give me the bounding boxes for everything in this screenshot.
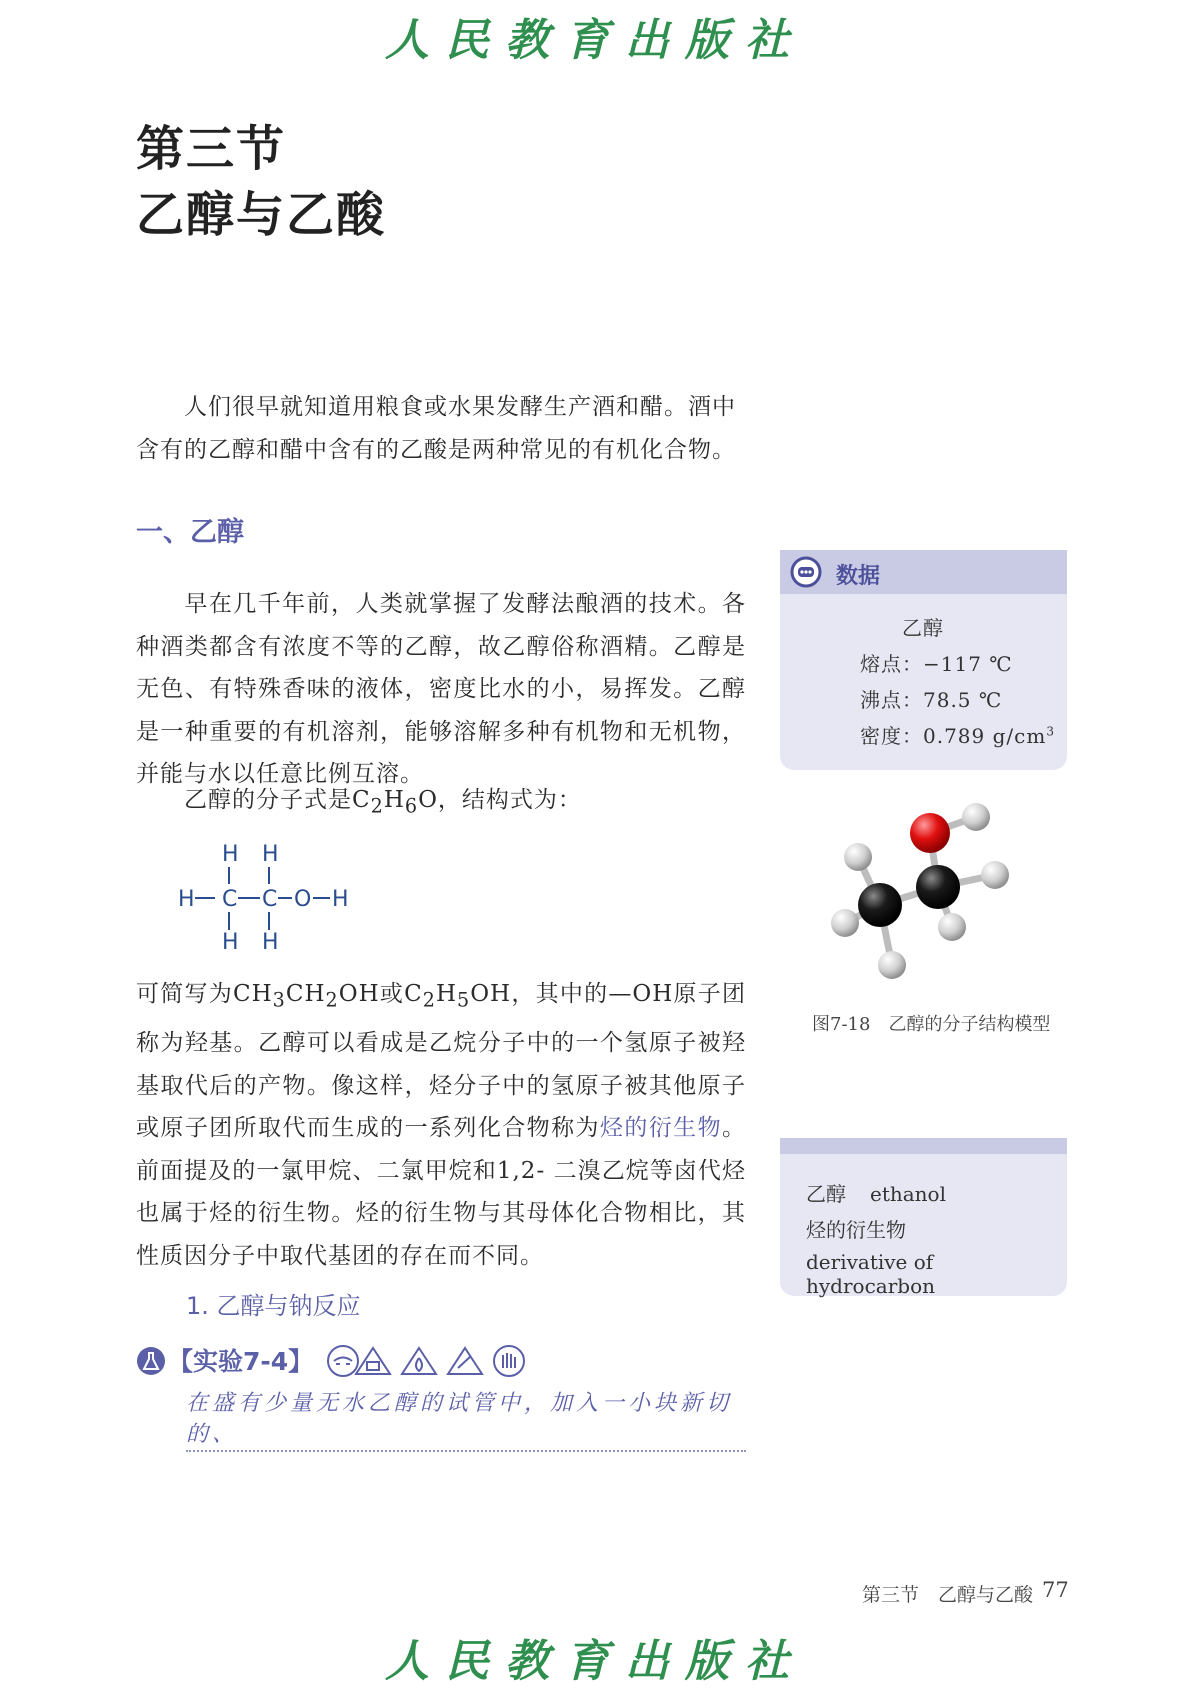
- data-melting-point: [860, 648, 1013, 677]
- hydrogen-atom: [831, 909, 859, 937]
- glossary-term-1: [806, 1178, 946, 1207]
- p3-text-2: CH: [285, 981, 326, 1007]
- subheading-sodium-reaction: 1. 乙醇与钠反应: [186, 1292, 361, 1320]
- p3-sub-4: 5: [457, 988, 471, 1012]
- paragraph-ethanol-intro: [136, 583, 746, 796]
- intro-line-2: 含有的乙醇和醋中含有的乙酸是两种常见的有机化合物。: [136, 436, 736, 463]
- oxygen-atom: [910, 813, 950, 853]
- hydrogen-atom: [938, 913, 966, 941]
- formula-sub-1: 2: [370, 794, 384, 818]
- heading-ethanol: 一、乙醇: [136, 517, 244, 548]
- density-value: 0.789 g/cm: [923, 724, 1047, 748]
- p3-sub-1: 3: [272, 988, 286, 1012]
- hydrogen-atom: [962, 803, 990, 831]
- mp-label: 熔点：: [860, 652, 923, 676]
- structural-formula: [170, 836, 370, 956]
- struct-h-top-1: H: [222, 842, 239, 867]
- struct-c-1: C: [222, 887, 238, 912]
- formula-text-3: O，结构式为：: [418, 787, 582, 813]
- glossary-box: [780, 1138, 1067, 1296]
- intro-paragraph: [136, 386, 746, 471]
- mp-value: −117 ℃: [923, 652, 1013, 676]
- struct-o: O: [294, 887, 312, 912]
- hand-wash-icon: [494, 1346, 524, 1376]
- p3-sub-2: 2: [325, 988, 339, 1012]
- data-boiling-point: [860, 684, 1002, 713]
- hydrogen-atom: [981, 861, 1009, 889]
- formula-sub-2: 6: [404, 794, 419, 818]
- p3-text-3: OH或C: [338, 981, 423, 1007]
- p3-text-5: OH，其中的—OH原子团称为羟基。乙醇可以看成是乙烷分子中的一个氢原子被羟基取代后的产物。像这样，烃分子中的氢原子被其他原子或原子团所取代而生成的一系列化合物称为: [136, 981, 747, 1142]
- glossary-term-2-en: derivative of hydrocarbon: [806, 1250, 935, 1298]
- experiment-header: [136, 1342, 746, 1382]
- p3-text-6: 。前面提及的一氯甲烷、二氯甲烷和1,2- 二溴乙烷等卤代烃也属于烃的衍生物。烃的衍生物与其母体化合物相比，其性质因分子中取代基团的存在而不同。: [136, 1115, 747, 1269]
- data-box-title: 数据: [836, 564, 881, 589]
- speech-bubble-icon: [790, 556, 822, 588]
- struct-c-2: C: [262, 887, 278, 912]
- running-title: 第三节 乙醇与乙酸: [862, 1584, 1034, 1606]
- struct-h-top-2: H: [262, 842, 279, 867]
- bp-label: 沸点：: [860, 688, 923, 712]
- goggles-icon: [328, 1346, 358, 1376]
- ethanol-molecule-model: [810, 795, 1030, 995]
- paragraph-formula: [136, 779, 746, 828]
- density-unit-sup: 3: [1046, 724, 1055, 739]
- section-title: 乙醇与乙酸: [136, 187, 387, 243]
- experiment-label: 【实验7-4】: [168, 1347, 314, 1376]
- experiment-text: 在盛有少量无水乙醇的试管中，加入一小块新切的、: [186, 1386, 746, 1452]
- key-term-derivative: 烃的衍生物: [599, 1115, 723, 1142]
- data-compound-name: 乙醇: [902, 616, 944, 640]
- hydrogen-atom: [878, 951, 906, 979]
- bp-value: 78.5 ℃: [923, 688, 1003, 712]
- flask-icon: [136, 1346, 166, 1376]
- glossary-header-bar: [780, 1138, 1067, 1154]
- p3-text-1: 可简写为CH: [136, 981, 273, 1007]
- carbon-atom: [916, 865, 960, 909]
- density-label: 密度：: [860, 724, 923, 748]
- struct-h-bottom-2: H: [262, 930, 279, 955]
- p3-sub-3: 2: [422, 988, 436, 1012]
- term1-cn: 乙醇: [806, 1182, 846, 1206]
- safety-icons: [326, 1344, 556, 1378]
- publisher-logo-bottom: 人民教育出版社: [385, 1636, 805, 1687]
- page-number: 77: [1042, 1578, 1069, 1602]
- intro-line-1: 人们很早就知道用粮食或水果发酵生产酒和醋。酒中: [184, 394, 736, 420]
- figure-caption: 图7-18 乙醇的分子结构模型: [812, 1014, 1051, 1035]
- formula-text-2: H: [383, 787, 405, 813]
- paragraph-derivative: [136, 973, 746, 1277]
- glossary-term-2-cn: 烃的衍生物: [806, 1218, 906, 1242]
- formula-text-1: 乙醇的分子式是C: [184, 787, 371, 813]
- struct-h-bottom-1: H: [222, 930, 239, 955]
- section-number: 第三节: [136, 121, 287, 177]
- struct-h-left: H: [178, 887, 195, 912]
- data-box: [780, 550, 1067, 770]
- term1-en: ethanol: [870, 1182, 946, 1206]
- p3-text-4: H: [435, 981, 457, 1007]
- carbon-atom: [858, 883, 902, 927]
- publisher-logo-top: 人民教育出版社: [385, 15, 805, 66]
- hydrogen-atom: [844, 843, 872, 871]
- struct-h-right: H: [332, 887, 349, 912]
- paragraph-ethanol-text: 早在几千年前，人类就掌握了发酵法酿酒的技术。各种酒类都含有浓度不等的乙醇，故乙醇俗称酒精。乙醇是无色、有特殊香味的液体，密度比水的小，易挥发。乙醇是一种重要的有机溶剂，能够溶解多种有机物和无机物，并能与水以任意比例互溶。: [136, 591, 746, 787]
- data-box-header: [780, 550, 1067, 594]
- data-density: [860, 720, 1055, 749]
